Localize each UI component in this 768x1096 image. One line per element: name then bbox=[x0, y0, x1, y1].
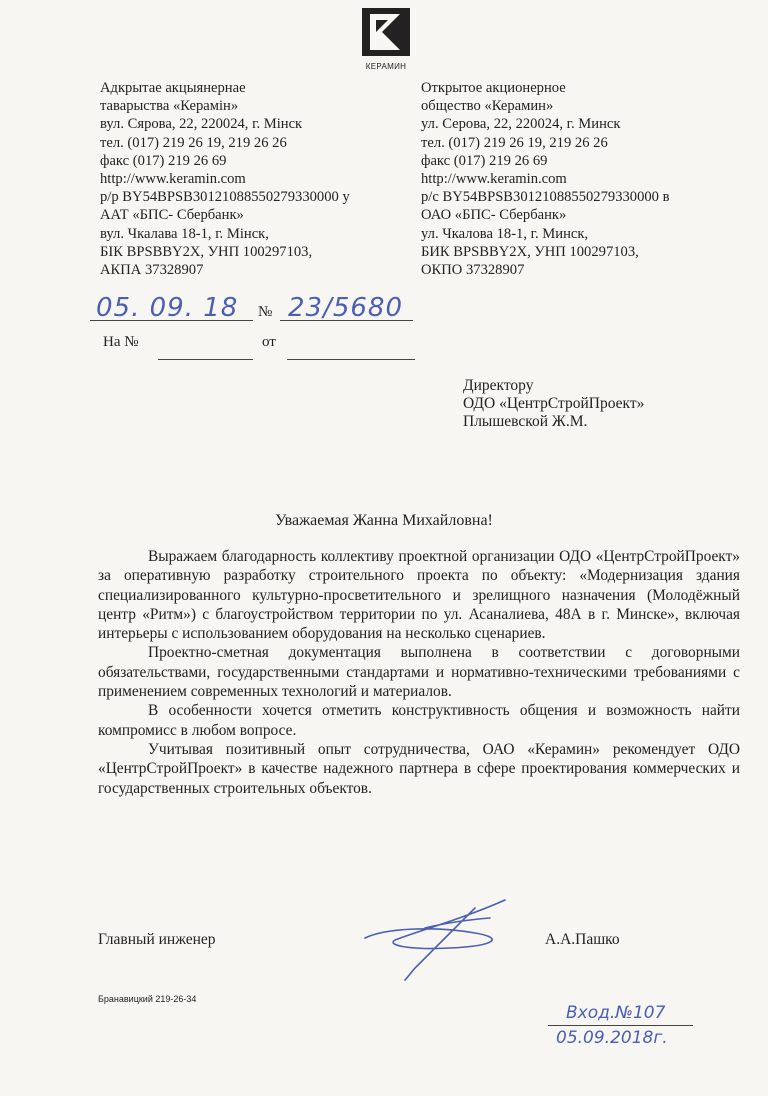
logo-text: КЕРАМИН bbox=[365, 62, 407, 71]
reference-number-line bbox=[158, 359, 253, 360]
header-right-line: http://www.keramin.com bbox=[421, 171, 567, 188]
addressee-line: Плышевской Ж.М. bbox=[463, 413, 588, 430]
greeting: Уважаемая Жанна Михайловна! bbox=[275, 512, 493, 529]
header-left-line: вул. Чкалава 18-1, г. Мінск, bbox=[100, 225, 269, 242]
header-right-line: БИК BPSBBY2X, УНП 100297103, bbox=[421, 243, 639, 260]
handwritten-signature bbox=[355, 888, 535, 983]
header-left-line: http://www.keramin.com bbox=[100, 171, 246, 188]
header-right-line: ул. Серова, 22, 220024, г. Минск bbox=[421, 116, 621, 133]
header-right-line: р/с BY54BPSB30121088550279330000 в bbox=[421, 189, 670, 206]
company-logo bbox=[362, 8, 410, 71]
header-right-line: ул. Чкалова 18-1, г. Минск, bbox=[421, 225, 589, 242]
header-left bbox=[100, 79, 350, 279]
header-left-line: Адкрытае акцыянернае bbox=[100, 80, 246, 96]
header-left-line: р/р BY54BPSB30121088550279330000 у bbox=[100, 189, 350, 206]
keramin-logo-icon bbox=[362, 8, 410, 56]
header-left-line: вул. Сярова, 22, 220024, г. Мінск bbox=[100, 116, 303, 133]
incoming-date: 05.09.2018г. bbox=[556, 1028, 668, 1048]
header-right-line: Открытое акционерное bbox=[421, 80, 566, 96]
outgoing-number-label: № bbox=[258, 304, 273, 320]
header-left-line: ААТ «БПС- Сбербанк» bbox=[100, 207, 244, 224]
signatory-position: Главный инженер bbox=[98, 931, 216, 948]
addressee-block bbox=[463, 377, 644, 431]
body-paragraph: Выражаем благодарность коллективу проектной организации ОДО «ЦентрСтройПроект» за оперативную разработку строительного проекта по объекту: «Модернизация здания специализированного культурно-просветительного и зрелищного назначения (Молодёжный центр «Ритм») с благоустройством территории по ул. Асаналиева, 48А в г. Минске», включая интерьеры с использованием оборудования на несколько сценариев. bbox=[98, 548, 740, 643]
header-right bbox=[421, 79, 670, 279]
outgoing-date: 05. 09. 18 bbox=[96, 293, 239, 323]
header-right-line: факс (017) 219 26 69 bbox=[421, 152, 548, 169]
reference-number-label: На № bbox=[103, 334, 139, 350]
incoming-registration bbox=[548, 1003, 693, 1048]
reference-date-label: от bbox=[262, 334, 276, 350]
incoming-underline bbox=[548, 1025, 693, 1026]
body-paragraph: Учитывая позитивный опыт сотрудничества, ОАО «Керамин» рекомендует ОДО «ЦентрСтройПроект» в качестве надежного партнера в сфере проектирования коммерческих и государственных строительных объектов. bbox=[98, 740, 740, 797]
signatory-name: А.А.Пашко bbox=[545, 931, 620, 948]
body-paragraph: Проектно-сметная документация выполнена в соответствии с договорными обязательствами, государственными стандартами и нормативно-техническими требованиями с применением современных технологий и материалов. bbox=[98, 644, 740, 701]
addressee-line: Директору bbox=[463, 377, 534, 394]
header-left-line: факс (017) 219 26 69 bbox=[100, 152, 227, 169]
header-left-line: БІК BPSBBY2X, УНП 100297103, bbox=[100, 243, 313, 260]
outgoing-number: 23/5680 bbox=[288, 293, 404, 323]
header-left-line: АКПА 37328907 bbox=[100, 262, 204, 279]
header-left-line: таварыства «Керамін» bbox=[100, 98, 239, 115]
header-right-line: общество «Керамин» bbox=[421, 98, 554, 115]
executor-note: Бранавицкий 219-26-34 bbox=[98, 994, 197, 1004]
reference-date-line bbox=[287, 359, 415, 360]
addressee-line: ОДО «ЦентрСтройПроект» bbox=[463, 395, 645, 412]
header-right-line: тел. (017) 219 26 19, 219 26 26 bbox=[421, 134, 608, 151]
header-right-line: ОКПО 37328907 bbox=[421, 262, 525, 279]
body-paragraph: В особенности хочется отметить конструктивность общения и возможность найти компромисс в любом вопросе. bbox=[98, 702, 740, 739]
header-left-line: тел. (017) 219 26 19, 219 26 26 bbox=[100, 134, 287, 151]
header-right-line: ОАО «БПС- Сбербанк» bbox=[421, 207, 567, 224]
letter-body bbox=[98, 547, 740, 798]
incoming-number: Вход.№107 bbox=[566, 1003, 666, 1023]
